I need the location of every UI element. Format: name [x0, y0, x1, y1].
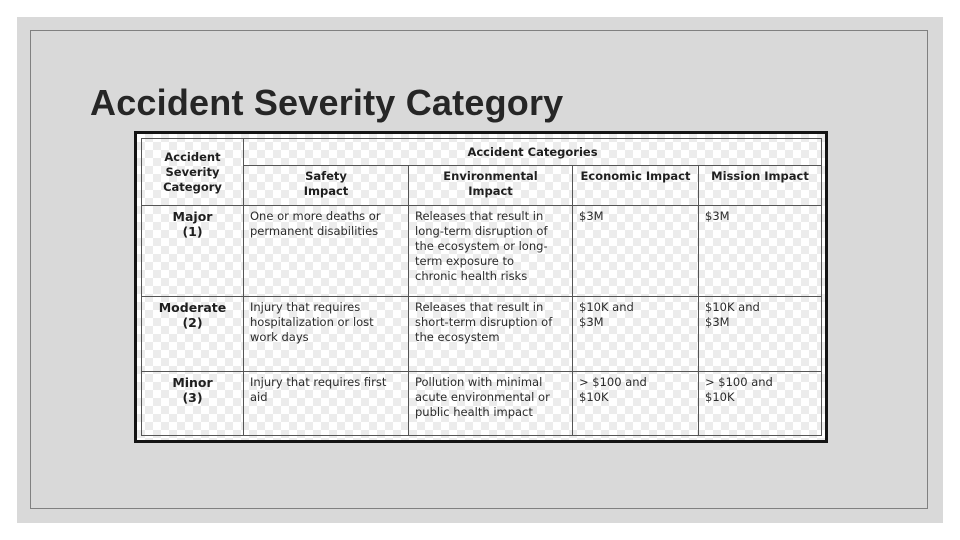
severity-table	[141, 138, 822, 436]
row-category: Major (1)	[142, 206, 244, 297]
table-row	[142, 206, 822, 297]
cell-economic: > $100 and $10K	[573, 372, 699, 436]
row-category: Minor (3)	[142, 372, 244, 436]
cell-environmental: Releases that result in short-term disruption of the ecosystem	[409, 297, 573, 372]
col-header-economic: Economic Impact	[573, 166, 699, 206]
cell-environmental: Pollution with minimal acute environmental or public health impact	[409, 372, 573, 436]
cell-economic: $10K and $3M	[573, 297, 699, 372]
cell-environmental: Releases that result in long-term disruption of the ecosystem or long- term exposure to chronic health risks	[409, 206, 573, 297]
cell-safety: Injury that requires first aid	[244, 372, 409, 436]
corner-header: Accident Severity Category	[142, 139, 244, 206]
severity-table-image	[134, 131, 828, 443]
cell-economic: $3M	[573, 206, 699, 297]
group-header: Accident Categories	[244, 139, 822, 166]
col-header-safety: Safety Impact	[244, 166, 409, 206]
table-row	[142, 297, 822, 372]
cell-mission: $3M	[699, 206, 822, 297]
row-category: Moderate (2)	[142, 297, 244, 372]
slide-title: Accident Severity Category	[90, 82, 564, 123]
cell-mission: $10K and $3M	[699, 297, 822, 372]
table-row	[142, 372, 822, 436]
col-header-environmental: Environmental Impact	[409, 166, 573, 206]
cell-mission: > $100 and $10K	[699, 372, 822, 436]
cell-safety: Injury that requires hospitalization or lost work days	[244, 297, 409, 372]
col-header-mission: Mission Impact	[699, 166, 822, 206]
cell-safety: One or more deaths or permanent disabilities	[244, 206, 409, 297]
